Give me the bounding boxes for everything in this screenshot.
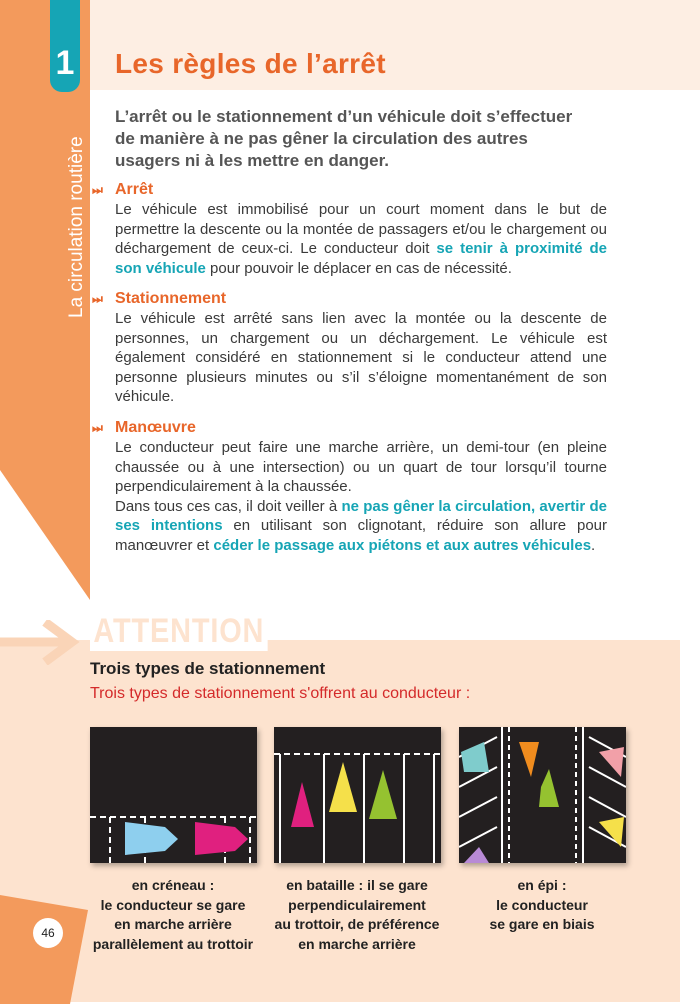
- chapter-number: 1: [50, 0, 80, 92]
- section-arret: [92, 180, 607, 278]
- chapter-label: La circulation routière: [66, 136, 87, 318]
- caption-bataille: en bataille : il se gare perpendiculairement au trottoir, de préférence en marche arrière: [274, 877, 440, 952]
- section-text: Le conducteur peut faire une marche arrière, un demi-tour (en pleine chaussée ou à une intersection) ou un quart de tour lorsqu’il tourne perpendiculairement à la chaussée.: [115, 439, 607, 495]
- section-manoeuvre: [92, 418, 607, 555]
- section-stationnement: [92, 289, 607, 407]
- section-text: Dans tous ces cas, il doit veiller à ne pas gêner la circulation, avertir de ses intentions en utilisant son clignotant, réduire son allure pour manœuvrer et céder le passage aux piétons et aux autres véhicules.: [115, 497, 607, 554]
- attention-subheading: Trois types de stationnement s'offrent au conducteur :: [90, 685, 471, 702]
- skip-forward-icon: ⏭: [92, 183, 103, 197]
- page-number: 46: [33, 918, 63, 948]
- illustration-creneau: [90, 727, 257, 863]
- section-text: Le véhicule est immobilisé pour un court moment dans le but de permettre la descente ou la montée de passagers et/ou le chargement ou déchargement de ceux-ci. Le conducteur doit se tenir à proximité de son véhicule pour pouvoir le déplacer en cas de nécessité.: [115, 201, 607, 277]
- illustration-epi: [459, 727, 626, 863]
- section-heading: Manœuvre: [115, 419, 196, 436]
- attention-heading: Trois types de stationnement: [90, 659, 326, 678]
- illustration-bataille: [274, 727, 441, 863]
- section-text: Le véhicule est arrêté sans lien avec la montée ou la descente de personnes, un chargement ou un déchargement. Le véhicule est également considéré en stationnement si le conducteur attend une personne plusieurs minutes ou s’il s’éloigne momentanément de son véhicule.: [115, 310, 607, 405]
- page-title: Les règles de l’arrêt: [115, 48, 386, 79]
- section-heading: Stationnement: [115, 290, 227, 307]
- intro-text: L’arrêt ou le stationnement d’un véhicule doit s’effectuer de manière à ne pas gêner la circulation des autres usagers ni à les mettre en danger.: [115, 107, 573, 170]
- skip-forward-icon: ⏭: [92, 421, 103, 435]
- arrow-icon: [0, 620, 80, 665]
- skip-forward-icon: ⏭: [92, 292, 103, 306]
- attention-label: ATTENTION: [90, 612, 268, 651]
- caption-creneau: en créneau : le conducteur se gare en marche arrière parallèlement au trottoir: [92, 877, 254, 952]
- section-heading: Arrêt: [115, 181, 154, 198]
- caption-epi: en épi : le conducteur se gare en biais: [489, 877, 595, 932]
